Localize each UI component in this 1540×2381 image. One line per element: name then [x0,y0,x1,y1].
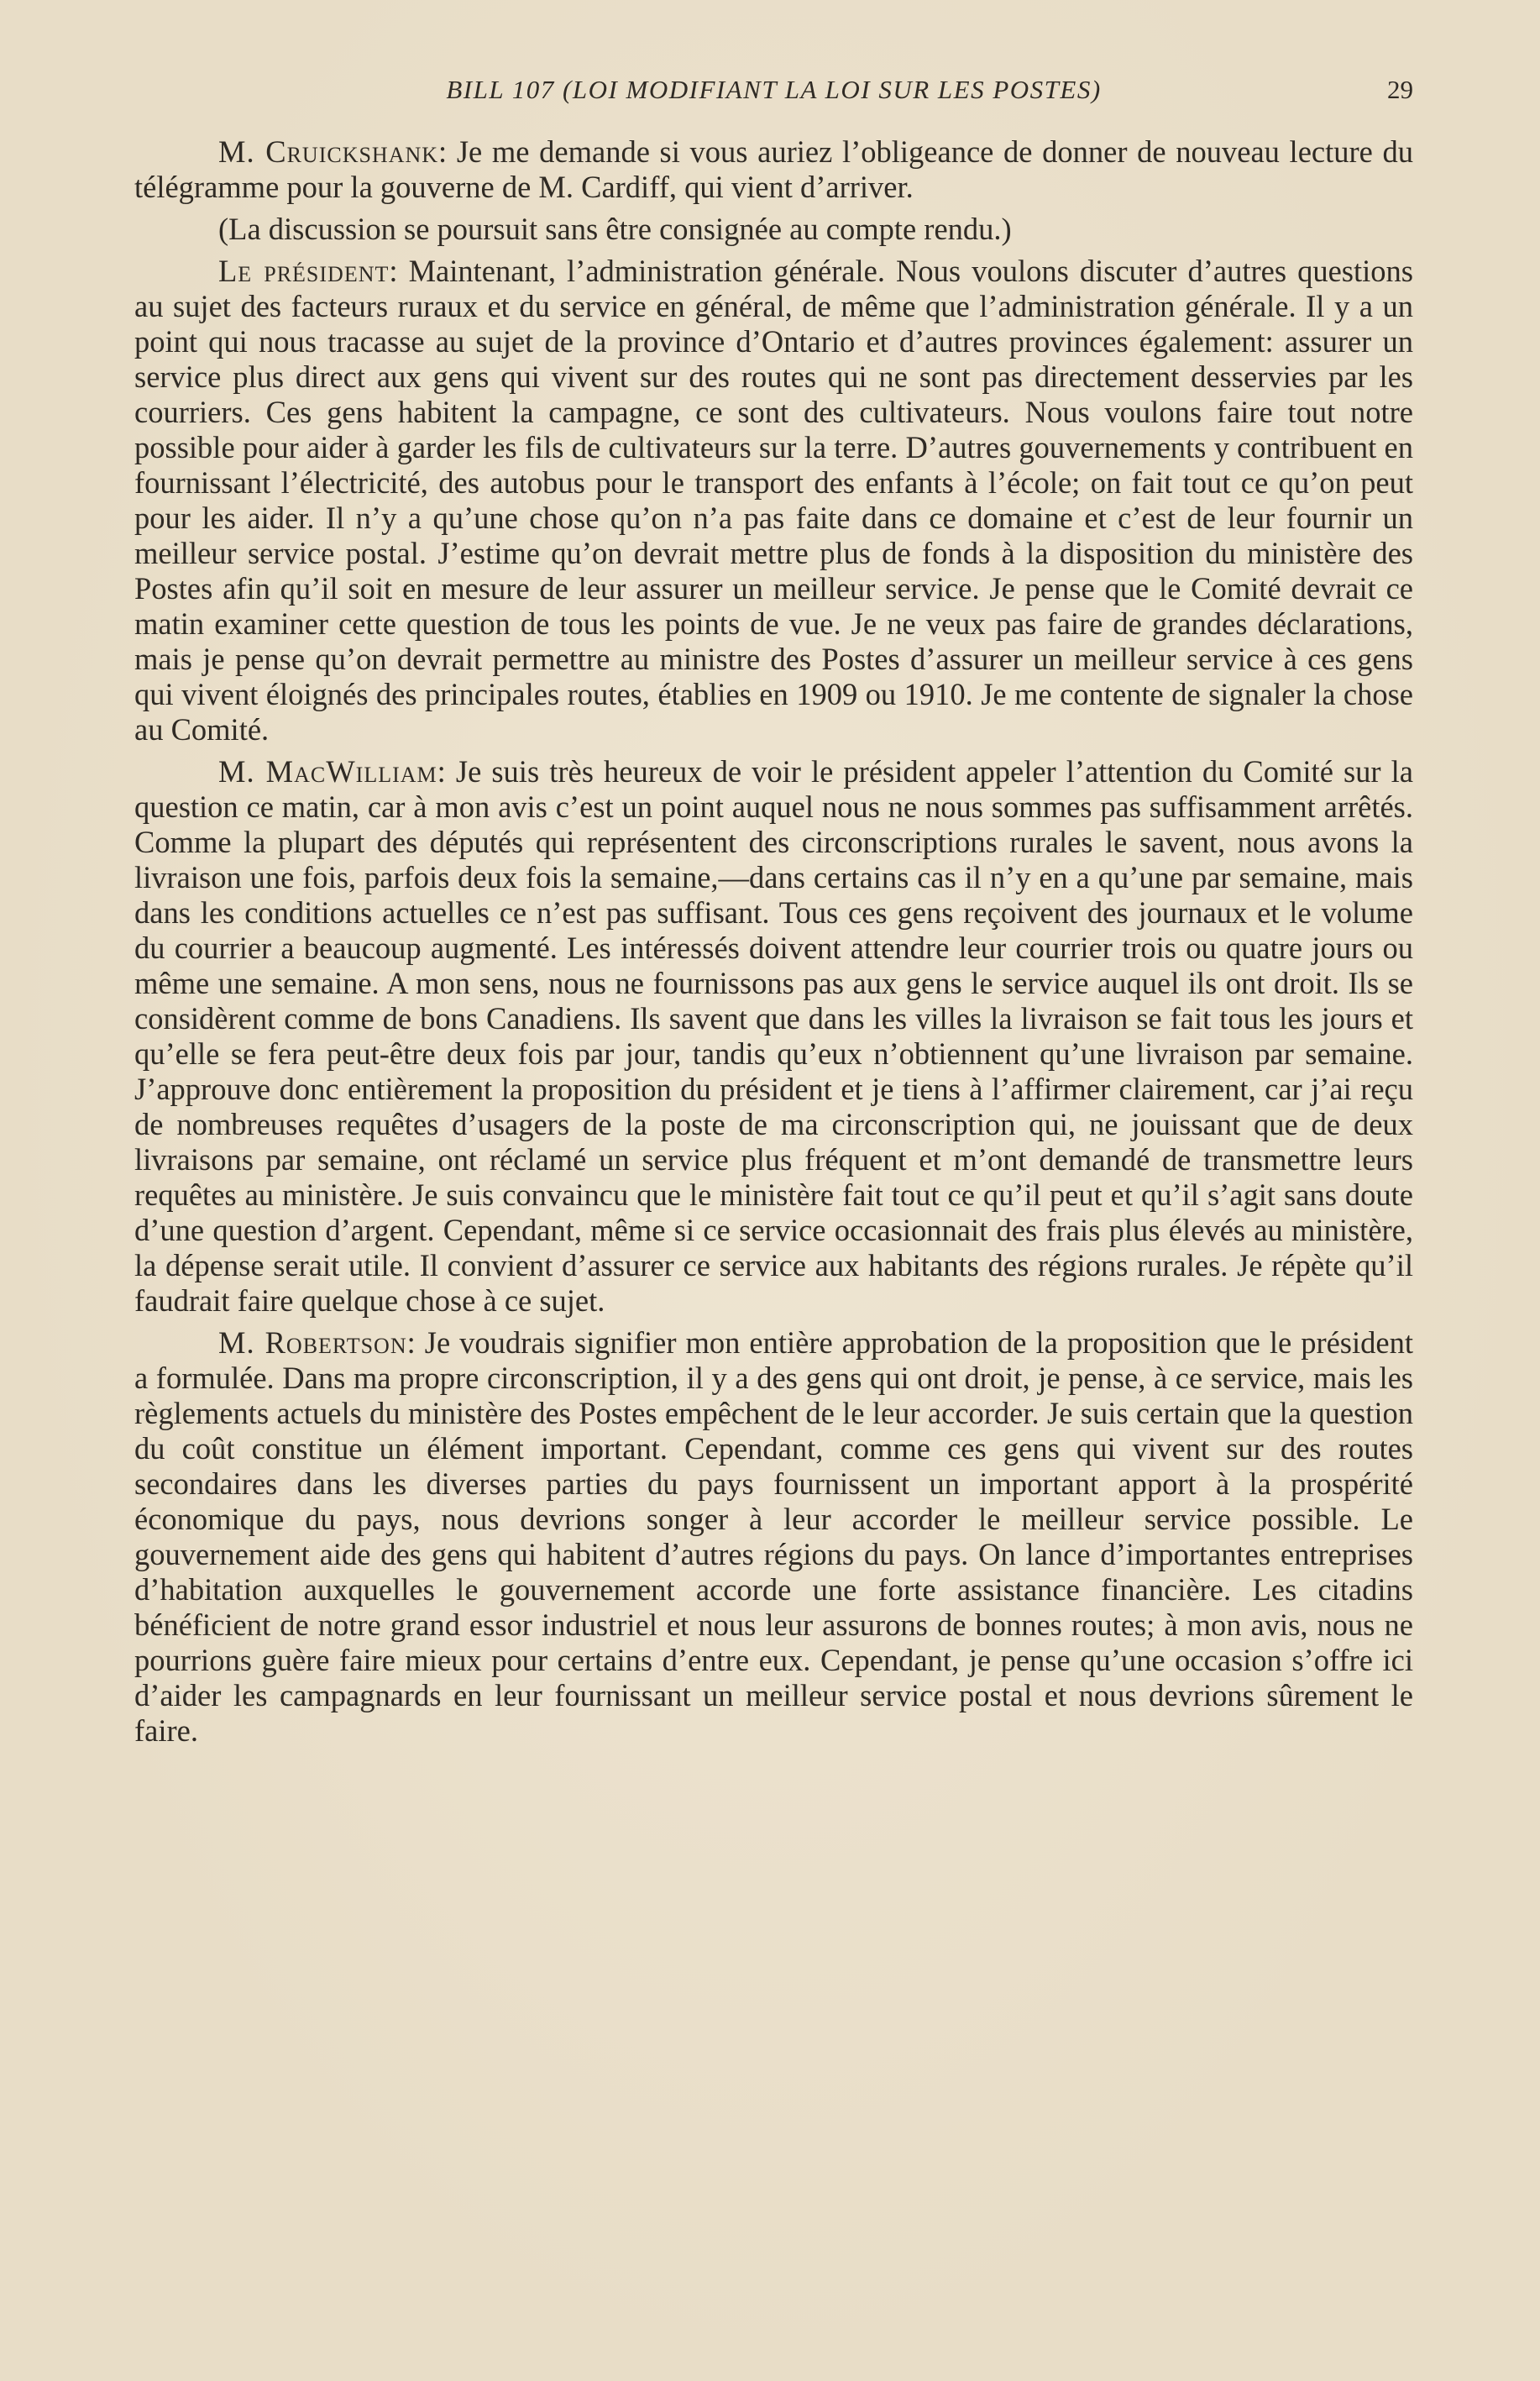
paragraph-text: : Je me demande si vous auriez l’obligeance de donner de nouveau lecture du télégramme pour la gouverne de M. Cardiff, qui vient d’arriver. [134,134,1413,204]
paragraph-text: : Je suis très heureux de voir le président appeler l’attention du Comité sur la question ce matin, car à mon avis c’est un point auquel nous ne nous sommes pas suffisamment arrêtés. Comme la plupart des députés qui représentent des circonscriptions rurales le savent, nous avons la livraison une fois, parfois deux fois la semaine,—dans certains cas il n’y en a qu’une par semaine, mais dans les conditions actuelles ce n’est pas suffisant. Tous ces gens reçoivent des journaux et le volume du courrier a beaucoup augmenté. Les intéressés doivent attendre leur courrier trois ou quatre jours ou même une semaine. A mon sens, nous ne fournissons pas aux gens le service auquel ils ont droit. Ils se considèrent comme de bons Canadiens. Ils savent que dans les villes la livraison se fait tous les jours et qu’elle se fera peut-être deux fois par jour, tandis qu’eux n’obtiennent qu’une livraison par semaine. J’approuve donc entièrement la proposition du président et je tiens à l’affirmer clairement, car j’ai reçu de nombreuses requêtes d’usagers de la poste de ma circonscription qui, ne jouissant que de deux livraisons par semaine, ont réclamé un service plus fréquent et m’ont demandé de transmettre leurs requêtes au ministère. Je suis convaincu que le ministère fait tout ce qu’il peut et qu’il s’agit sans doute d’une question d’argent. Cependant, même si ce service occasionnait des frais plus élevés au ministère, la dépense serait utile. Il convient d’assurer ce service aux habitants des régions rurales. Je répète qu’il faudrait faire quelque chose à ce sujet. [134,754,1413,1318]
page-number: 29 [1387,75,1413,104]
speaker-name: M. Robertson [218,1325,407,1360]
paragraph-robertson [134,1325,1413,1749]
running-title: BILL 107 (LOI MODIFIANT LA LOI SUR LES POSTES) [446,75,1102,104]
paragraph-president [134,254,1413,747]
paragraph-text: : Maintenant, l’administration générale. Nous voulons discuter d’autres questions au sujet des facteurs ruraux et du service en général, de même que l’administration générale. Il y a un point qui nous tracasse au sujet de la province d’Ontario et d’autres provinces également: assurer un service plus direct aux gens qui vivent sur des routes qui ne sont pas directement desservies par les courriers. Ces gens habitent la campagne, ce sont des cultivateurs. Nous voulons faire tout notre possible pour aider à garder les fils de cultivateurs sur la terre. D’autres gouvernements y contribuent en fournissant l’électricité, des autobus pour le transport des enfants à l’école; on fait tout ce qu’on peut pour les aider. Il n’y a qu’une chose qu’on n’a pas faite dans ce domaine et c’est de leur fournir un meilleur service postal. J’estime qu’on devrait mettre plus de fonds à la disposition du ministère des Postes afin qu’il soit en mesure de leur assurer un meilleur service. Je pense que le Comité devrait ce matin examiner cette question de tous les points de vue. Je ne veux pas faire de grandes déclarations, mais je pense qu’on devrait permettre au ministre des Postes d’assurer un meilleur service à ces gens qui vivent éloignés des principales routes, établies en 1909 ou 1910. Je me contente de signaler la chose au Comité. [134,254,1414,747]
paragraph-text: (La discussion se poursuit sans être consignée au compte rendu.) [218,212,1012,246]
paragraph-cruickshank [134,134,1413,205]
speaker-name: M. MacWilliam [218,754,437,789]
paragraph-note [134,212,1413,247]
speaker-name: Le président [218,254,390,288]
paragraph-text: : Je voudrais signifier mon entière approbation de la proposition que le président a formulée. Dans ma propre circonscription, il y a des gens qui ont droit, je pense, à ce service, mais les règlements actuels du ministère des Postes empêchent de le leur accorder. Je suis certain que la question du coût constitue un élément important. Cependant, comme ces gens qui vivent sur des routes secondaires dans les diverses parties du pays fournissent un important apport à la prospérité économique du pays, nous devrions songer à leur accorder le meilleur service possible. Le gouvernement aide des gens qui habitent d’autres régions du pays. On lance d’importantes entreprises d’habitation auxquelles le gouvernement accorde une forte assistance financière. Les citadins bénéficient de notre grand essor industriel et nous leur assurons de bonnes routes; à mon avis, nous ne pourrions guère faire mieux pour certains d’entre eux. Cependant, je pense qu’une occasion s’offre ici d’aider les campagnards en leur fournissant un meilleur service postal et nous devrions sûrement le faire. [134,1325,1413,1748]
body-text [134,134,1413,1755]
speaker-name: M. Cruickshank [218,134,439,169]
running-header [134,69,1413,111]
paragraph-macwilliam [134,754,1413,1319]
